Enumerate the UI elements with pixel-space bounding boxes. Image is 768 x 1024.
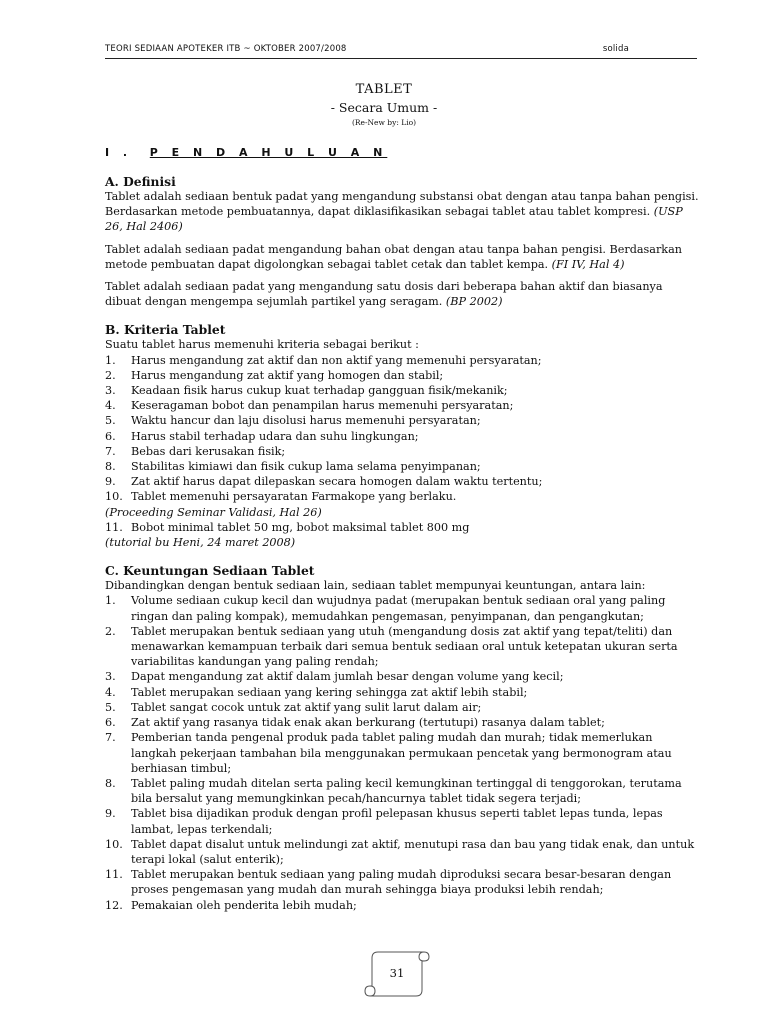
list-item-number: 3. xyxy=(105,384,116,398)
list-item xyxy=(105,459,699,474)
definisi-paragraph-3: Tablet adalah sediaan padat yang mengandung satu dosis dari beberapa bahan aktif dan biasanya dibuat dengan mengempa sejumlah partikel yang seragam. (BP 2002) xyxy=(105,280,663,309)
list-item xyxy=(105,730,699,776)
citation: (USP 26, Hal 2406) xyxy=(105,205,683,234)
list-item xyxy=(105,593,699,623)
list-item-text: Tablet paling mudah ditelan serta paling kecil kemungkinan tertinggal di tenggorokan, terutama bila bersalut yang memungkinkan pecah/hancurnya tablet tidak segera terjadi; xyxy=(131,776,682,806)
list-item xyxy=(105,429,699,444)
list-item-number: 8. xyxy=(105,460,116,474)
list-item-text: Tablet sangat cocok untuk zat aktif yang sulit larut dalam air; xyxy=(131,700,482,714)
kriteria-intro: Suatu tablet harus memenuhi kriteria sebagai berikut : xyxy=(105,338,419,352)
document-title: TABLET xyxy=(355,82,413,97)
list-item xyxy=(105,444,699,459)
document-body xyxy=(105,174,699,913)
document-subtitle: - Secara Umum - xyxy=(330,100,438,115)
list-item xyxy=(105,413,699,428)
list-item xyxy=(105,474,699,489)
header-title: TEORI SEDIAAN APOTEKER ITB ~ OKTOBER 2007/2008 xyxy=(105,44,347,54)
list-item-text: Pemberian tanda pengenal produk pada tablet paling mudah dan murah; tidak memerlukan langkah pekerjaan tambahan bila menggunakan permukaan pencetak yang bermonogram atau berhiasan timbul; xyxy=(131,731,672,775)
kriteria-citation-2: (tutorial bu Heni, 24 maret 2008) xyxy=(105,536,296,550)
header-right-label: solida xyxy=(602,44,629,54)
renew-credit: (Re-New by: Lio) xyxy=(351,118,417,127)
list-item-text: Tablet merupakan sediaan yang kering sehingga zat aktif lebih stabil; xyxy=(131,685,528,699)
list-item-number: 7. xyxy=(105,444,116,458)
list-item-text: Tablet dapat disalut untuk melindungi zat aktif, menutupi rasa dan bau yang tidak enak, dan untuk terapi lokal (salut enterik); xyxy=(131,837,695,866)
list-item xyxy=(105,898,699,913)
section-label: P E N D A H U L U A N xyxy=(149,146,388,159)
list-item xyxy=(105,368,699,383)
list-item-text: Bebas dari kerusakan fisik; xyxy=(131,444,286,458)
list-item-number: 1. xyxy=(105,353,116,367)
citation: (BP 2002) xyxy=(445,295,503,309)
list-item-text: Harus mengandung zat aktif yang homogen dan stabil; xyxy=(131,368,444,382)
list-item xyxy=(105,837,699,867)
list-item-text: Keadaan fisik harus cukup kuat terhadap gangguan fisik/mekanik; xyxy=(131,384,508,398)
list-item xyxy=(105,700,699,715)
list-item-number: 10. xyxy=(105,490,123,504)
list-item-text: Tablet merupakan bentuk sediaan yang paling mudah diproduksi secara besar-besaran dengan proses pengemasan yang mudah dan murah sehingga biaya produksi lebih rendah; xyxy=(131,868,672,897)
list-item-text: Harus stabil terhadap udara dan suhu lingkungan; xyxy=(131,429,419,443)
list-item-text: Zat aktif yang rasanya tidak enak akan berkurang (tertutupi) rasanya dalam tablet; xyxy=(131,716,605,730)
list-item xyxy=(105,776,699,806)
list-item-number: 12. xyxy=(105,898,123,912)
list-item xyxy=(105,353,699,368)
list-item-text: Pemakaian oleh penderita lebih mudah; xyxy=(131,898,357,912)
kriteria-list xyxy=(105,353,699,505)
kriteria-heading: B. Kriteria Tablet xyxy=(105,322,226,338)
list-item-number: 9. xyxy=(105,807,116,821)
kriteria-citation-1: (Proceeding Seminar Validasi, Hal 26) xyxy=(105,505,322,519)
section-number: I . xyxy=(105,146,133,159)
list-item xyxy=(105,715,699,730)
list-item-number: 6. xyxy=(105,429,116,443)
list-item-text: Tablet bisa dijadikan produk dengan profil pelepasan khusus seperti tablet lepas tunda, lepas lambat, lepas terkendali; xyxy=(131,807,663,836)
list-item-number: 1. xyxy=(105,594,116,608)
list-item xyxy=(105,398,699,413)
list-item-number: 4. xyxy=(105,399,116,413)
list-item-text: Waktu hancur dan laju disolusi harus memenuhi persyaratan; xyxy=(131,414,481,428)
list-item-number: 11. xyxy=(105,868,123,882)
list-item xyxy=(105,624,699,670)
keuntungan-intro: Dibandingkan dengan bentuk sediaan lain, sediaan tablet mempunyai keuntungan, antara lain: xyxy=(105,579,646,593)
list-item xyxy=(105,867,699,897)
citation: (FI IV, Hal 4) xyxy=(551,257,625,271)
list-item-text: Dapat mengandung zat aktif dalam jumlah besar dengan volume yang kecil; xyxy=(131,670,564,684)
definisi-paragraph-1: Tablet adalah sediaan bentuk padat yang mengandung substansi obat dengan atau tanpa bahan pengisi. Berdasarkan metode pembuatannya, dapat diklasifikasikan sebagai tablet atau tablet kompresi. (USP 26, Hal 2406) xyxy=(105,190,699,234)
list-item-number: 2. xyxy=(105,624,116,638)
keuntungan-heading: C. Keuntungan Sediaan Tablet xyxy=(105,563,315,579)
list-item-number: 8. xyxy=(105,776,116,790)
list-item-text: Tablet memenuhi persayaratan Farmakope yang berlaku. xyxy=(131,490,457,504)
list-item-number: 5. xyxy=(105,414,116,428)
definisi-paragraph-2: Tablet adalah sediaan padat mengandung bahan obat dengan atau tanpa bahan pengisi. Berdasarkan metode pembuatan dapat digolongkan sebagai tablet cetak dan tablet kempa. (FI IV, Hal 4) xyxy=(105,242,682,271)
list-item-number: 10. xyxy=(105,837,123,851)
list-item xyxy=(105,806,699,836)
list-item xyxy=(105,489,699,504)
list-item-number: 9. xyxy=(105,475,116,489)
list-item-number: 3. xyxy=(105,670,116,684)
list-item xyxy=(105,669,699,684)
list-item-text: Volume sediaan cukup kecil dan wujudnya padat (merupakan bentuk sediaan oral yang paling ringan dan paling kompak), memudahkan pengemasan, penyimpanan, dan pengangkutan; xyxy=(131,594,666,623)
list-item-text: Tablet merupakan bentuk sediaan yang utuh (mengandung dosis zat aktif yang tepat/teliti) dan menawarkan kemampuan terbaik dari semua bentuk sediaan oral untuk ketepatan ukuran serta variabilitas kandungan yang paling rendah; xyxy=(131,624,678,669)
list-item-number: 2. xyxy=(105,368,116,382)
page-number: 31 xyxy=(389,966,405,980)
kriteria-list-extra xyxy=(105,520,699,535)
list-item xyxy=(105,383,699,398)
section-heading xyxy=(105,146,387,159)
list-item-text: Zat aktif harus dapat dilepaskan secara homogen dalam waktu tertentu; xyxy=(131,475,543,489)
keuntungan-list xyxy=(105,593,699,912)
list-item-number: 7. xyxy=(105,731,116,745)
page-number-scroll xyxy=(362,948,432,1000)
list-item-number: 6. xyxy=(105,716,116,730)
definisi-heading: A. Definisi xyxy=(105,174,176,189)
list-item-text: Stabilitas kimiawi dan fisik cukup lama selama penyimpanan; xyxy=(131,460,481,474)
list-item xyxy=(105,685,699,700)
list-item: 11. Bobot minimal tablet 50 mg, bobot maksimal tablet 800 mg xyxy=(105,520,470,534)
list-item-text: Keseragaman bobot dan penampilan harus memenuhi persyaratan; xyxy=(131,399,514,413)
list-item-number: 5. xyxy=(105,700,116,714)
running-header xyxy=(105,42,697,59)
list-item-text: Harus mengandung zat aktif dan non aktif yang memenuhi persyaratan; xyxy=(131,353,542,367)
list-item-number: 4. xyxy=(105,685,116,699)
